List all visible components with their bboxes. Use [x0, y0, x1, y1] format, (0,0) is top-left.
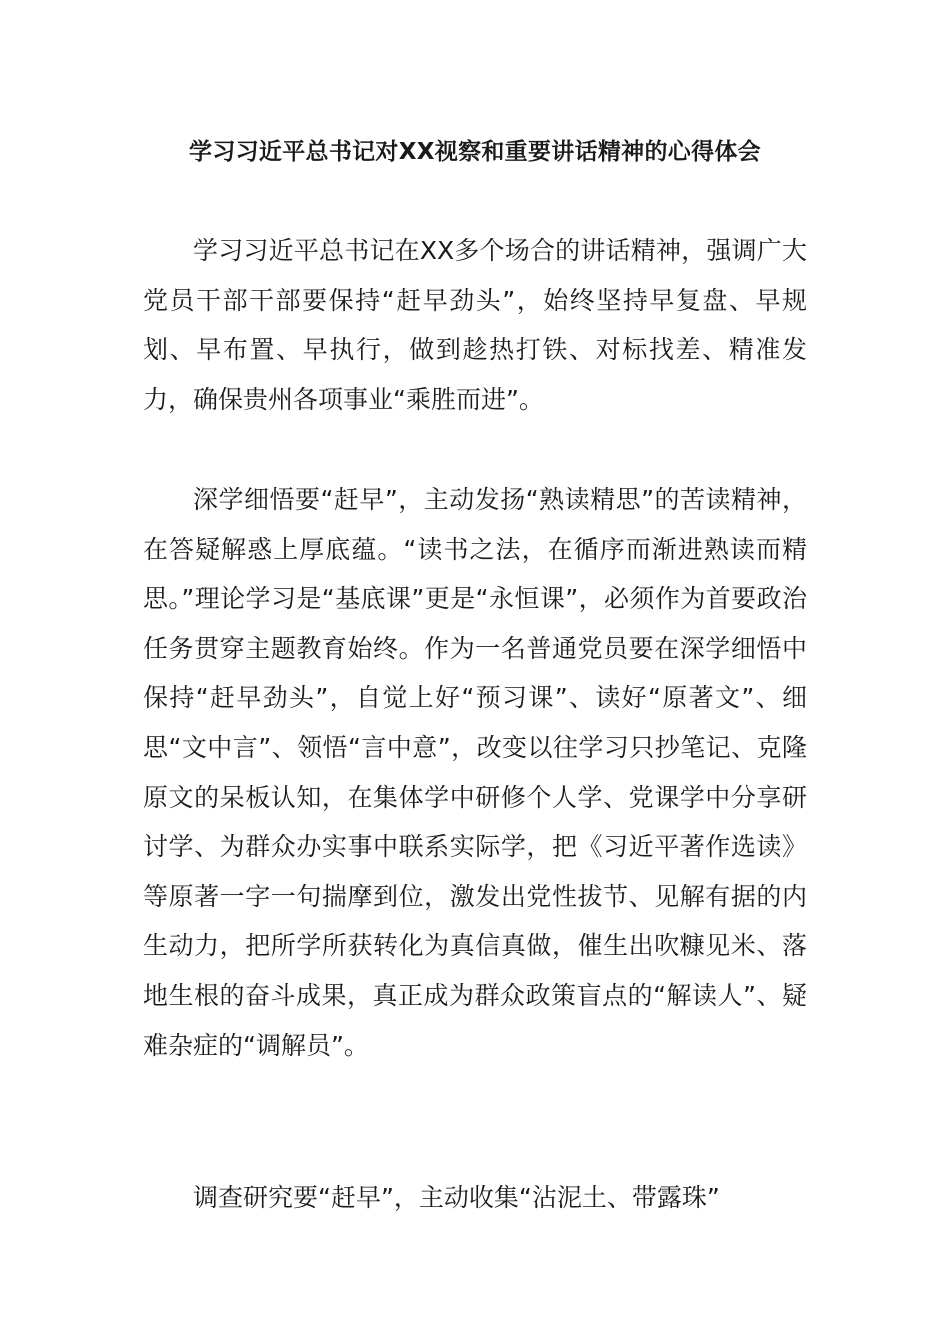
paragraph-research: 调查研究要“赶早”，主动收集“沾泥土、带露珠” — [193, 1183, 720, 1212]
paragraph-intro: 学习习近平总书记在XX多个场合的讲话精神，强调广大党员干部干部要保持“赶早劲头”，始终坚持早复盘、早规划、早布置、早执行，做到趁热打铁、对标找差、精准发力，确保贵州各项事业“乘胜而进”。 — [143, 236, 807, 414]
document-title: 学习习近平总书记对XX视察和重要讲话精神的心得体会 — [189, 139, 761, 165]
paragraph-deep-study: 深学细悟要“赶早”，主动发扬“熟读精思”的苦读精神，在答疑解惑上厚底蕴。“读书之法，在循序而渐进熟读而精思。”理论学习是“基底课”更是“永恒课”，必须作为首要政治任务贯穿主题教育始终。作为一名普通党员要在深学细悟中保持“赶早劲头”，自觉上好“预习课”、读好“原著文”、细思“文中言”、领悟“言中意”，改变以往学习只抄笔记、克隆原文的呆板认知，在集体学中研修个人学、党课学中分享研讨学、为群众办实事中联系实际学，把《习近平著作选读》等原著一字一句揣摩到位，激发出党性拔节、见解有据的内生动力，把所学所获转化为真信真做，催生出吹糠见米、落地生根的奋斗成果，真正成为群众政策盲点的“解读人”、疑难杂症的“调解员”。 — [143, 485, 807, 1060]
